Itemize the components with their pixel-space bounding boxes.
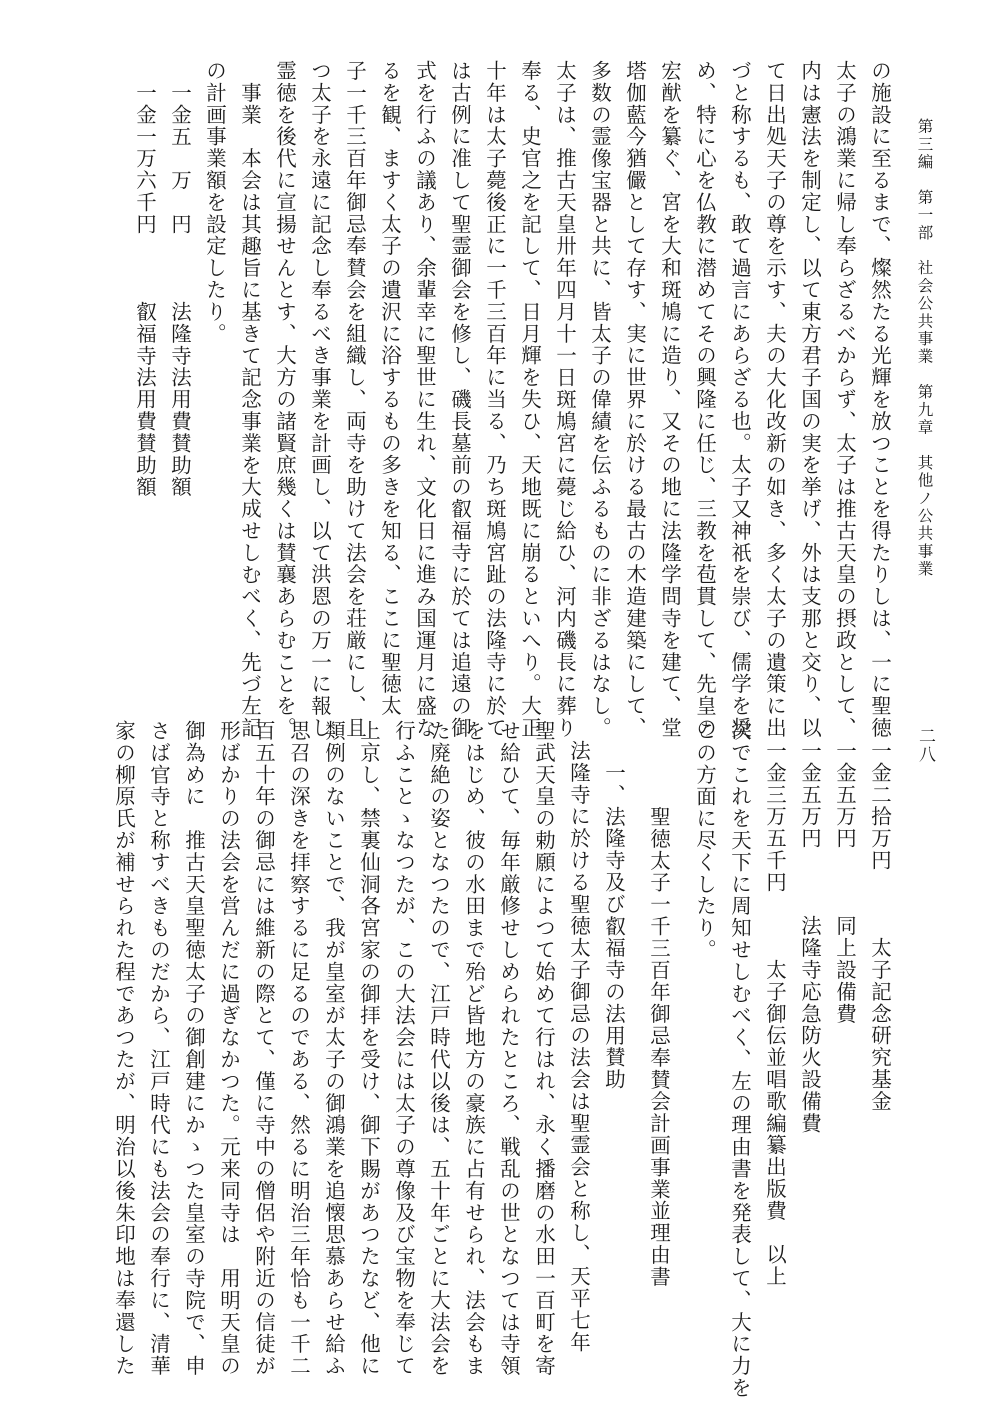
text-column: 聖武天皇の勅願によつて始めて行はれ、永く播磨の水田一百町を寄 (531, 720, 556, 1377)
running-head: 第三編 第一部 社会公共事業 第九章 其他ノ公共事業 (915, 118, 934, 579)
text-column: 一金五 万 円 法隆寺法用費賛助額 (167, 82, 192, 499)
text-column: 奉る、史官之を記して、日月輝を失ひ、天地既に崩るといへり。大正 (517, 60, 542, 739)
text-column: この方面に尽くしたり。 (692, 720, 717, 961)
section-heading: 聖徳太子一千三百年御忌奉賛会計画事業並理由書 (646, 806, 671, 1288)
text-column: 霊徳を後代に宣揚せんとす、大方の諸賢庶幾くは賛襄あらむことを。 (272, 60, 297, 739)
text-column: 百五十年の御忌には維新の際とて、僅に寺中の僧侶や附近の信徒が (251, 720, 276, 1377)
text-column: せ給ひて、毎年厳修せしめられたところ、戦乱の世となつては寺領 (496, 720, 521, 1377)
text-column: づと称するも、敢て過言にあらざる也。太子又神祇を崇び、儒学を奨 (727, 60, 752, 739)
text-column: 太子の鴻業に帰し奉らざるべからず、太子は推古天皇の摂政として、 (832, 60, 857, 739)
text-column: 事業 本会は其趣旨に基きて記念事業を大成せしむべく、先づ左記 (237, 82, 262, 739)
text-column: の施設に至るまで、燦然たる光輝を放つことを得たりしは、一に聖徳 (867, 60, 892, 739)
text-column: 類例のないことで、我が皇室が太子の御鴻業を追懐思慕あらせ給ふ (321, 720, 346, 1377)
text-column: 次でこれを天下に周知せしむべく、左の理由書を発表して、大に力を (727, 720, 752, 1399)
text-column: は古例に准して聖霊御会を修し、磯長墓前の叡福寺に於ては追遠の御 (447, 60, 472, 739)
text-column: 行ふことゝなつたが、この大法会には太子の尊像及び宝物を奉じて (391, 720, 416, 1377)
text-column: 十年は太子薨後正に一千三百年に当る、乃ち斑鳩宮趾の法隆寺に於て (482, 60, 507, 739)
text-column: 形ばかりの法会を営んだに過ぎなかつた。元来同寺は 用明天皇の (216, 720, 241, 1377)
text-column: 思召の深きを拝察するに足るのである、然るに明治三年恰も一千二 (286, 720, 311, 1377)
text-column: 一金三万五千円 太子御伝並唱歌編纂出版費 以上 (762, 740, 787, 1288)
text-column: 一金二拾万円 太子記念研究基金 (867, 740, 892, 1113)
text-column: 上京し、禁裏仙洞各宮家の御拝を受け、御下賜があつたなど、他に (356, 720, 381, 1377)
text-column: 家の柳原氏が補せられた程であつたが、明治以後朱印地は奉還した (111, 720, 136, 1377)
text-column: 多数の霊像宝器と共に、皆太子の偉績を伝ふるものに非ざるはなし。 (587, 60, 612, 739)
text-column: 宏猷を纂ぐ、宮を大和斑鳩に造り、又その地に法隆学問寺を建て、堂 (657, 60, 682, 739)
text-column: 一金五万円 法隆寺応急防火設備費 (797, 740, 822, 1135)
text-column: 式を行ふの議あり、余輩幸に聖世に生れ、文化日に進み国運月に盛な (412, 60, 437, 739)
text-column: 一金一万六千円 叡福寺法用費賛助額 (132, 82, 157, 499)
text-column: 内は憲法を制定し、以て東方君子国の実を挙げ、外は支那と交り、以 (797, 60, 822, 739)
text-column: つ太子を永遠に記念し奉るべき事業を計画し、以て洪恩の万一に報し (307, 60, 332, 739)
text-column: て日出処天子の尊を示す、夫の大化改新の如き、多く太子の遺策に出 (762, 60, 787, 739)
text-column: の計画事業額を設定したり。 (202, 60, 227, 345)
text-column: 法隆寺に於ける聖徳太子御忌の法会は聖霊会と称し、天平七年 (566, 740, 591, 1354)
text-column: 太子は、推古天皇卅年四月十一日斑鳩宮に薨じ給ひ、河内磯長に葬り (552, 60, 577, 739)
text-column: 塔伽藍今猶儼として存す、実に世界に於ける最古の木造建築にして、 (622, 60, 647, 739)
text-column: るを観、ますく太子の遺沢に浴するもの多きを知る、ここに聖徳太 (377, 60, 402, 717)
text-column: 子一千三百年御忌奉賛会を組織し、両寺を助けて法会を荘厳にし、且 (342, 60, 367, 739)
text-column: さば官寺と称すべきものだから、江戸時代にも法会の奉行に、清華 (146, 720, 171, 1377)
subsection-heading: 一、法隆寺及び叡福寺の法用賛助 (601, 762, 626, 1091)
text-column: をはじめ、彼の水田まで殆ど皆地方の豪族に占有せられ、法会もま (461, 720, 486, 1377)
page-number: 二八 (915, 727, 935, 764)
text-column: 御為めに 推古天皇聖徳太子の御創建にかゝつた皇室の寺院で、申 (181, 720, 206, 1377)
text-column: 一金五万円 同上設備費 (832, 740, 857, 1025)
text-column: め、特に心を仏教に潜めてその興隆に任じ、三教を苞貫して、先皇の (692, 60, 717, 739)
text-column: た廃絶の姿となつたので、江戸時代以後は、五十年ごとに大法会を (426, 720, 451, 1377)
